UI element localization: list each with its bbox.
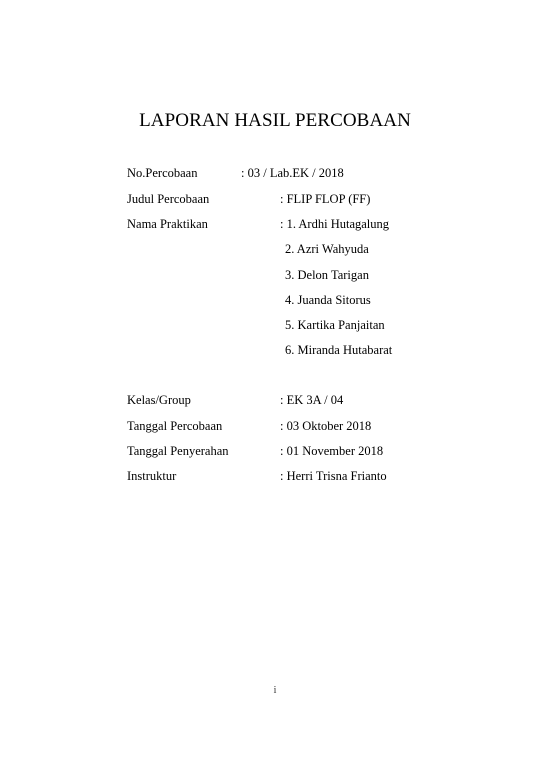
field-value: : EK 3A / 04 (280, 393, 344, 407)
field-label: Nama Praktikan (127, 217, 208, 231)
field-label: Tanggal Percobaan (127, 419, 223, 433)
field-value: : 03 Oktober 2018 (280, 419, 372, 433)
member-item: 4. Juanda Sitorus (285, 293, 371, 307)
field-label: Judul Percobaan (127, 192, 210, 206)
field-label: Tanggal Penyerahan (127, 444, 229, 458)
field-value: : 03 / Lab.EK / 2018 (241, 166, 344, 180)
member-item: 2. Azri Wahyuda (285, 242, 369, 256)
member-item: 6. Miranda Hutabarat (285, 343, 393, 357)
field-label: Kelas/Group (127, 393, 191, 407)
member-item: 5. Kartika Panjaitan (285, 318, 385, 332)
field-value: : 01 November 2018 (280, 444, 384, 458)
field-label: No.Percobaan (127, 166, 198, 180)
field-value: : 1. Ardhi Hutagalung (280, 217, 390, 231)
member-item: 3. Delon Tarigan (285, 268, 369, 282)
field-value: : FLIP FLOP (FF) (280, 192, 371, 206)
page-number: i (273, 685, 277, 696)
field-value: : Herri Trisna Frianto (280, 469, 387, 483)
document-title: LAPORAN HASIL PERCOBAAN (139, 110, 411, 131)
field-label: Instruktur (127, 469, 177, 483)
